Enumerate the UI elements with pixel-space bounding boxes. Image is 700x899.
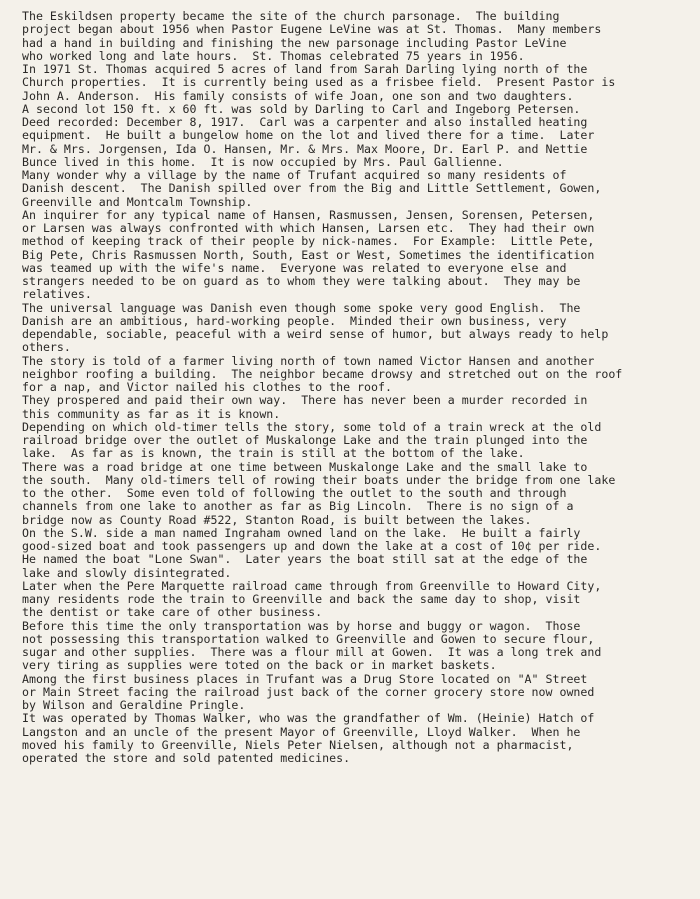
text-line: for a nap, and Victor nailed his clothes to the roof. — [22, 380, 392, 394]
text-line: method of keeping track of their people by nick-names. For Example: Little Pete, — [22, 234, 595, 249]
text-line: lake. As far as is known, the train is still at the bottom of the lake. — [22, 446, 525, 461]
text-line: It was operated by Thomas Walker, who was the grandfather of Wm. (Heinie) Hatch of — [22, 711, 595, 726]
text-line: the south. Many old-timers tell of rowing their boats under the bridge from one lake — [22, 472, 616, 487]
text-line: very tiring as supplies were toted on the back or in market baskets. — [22, 658, 497, 673]
text-line: He named the boat "Lone Swan". Later years the boat still sat at the edge of the — [22, 552, 588, 567]
text-line: had a hand in building and finishing the new parsonage including Pastor LeVine — [22, 35, 567, 50]
text-line: not possessing this transportation walked to Greenville and Gowen to secure flour, — [22, 631, 595, 646]
text-line: Deed recorded: December 8, 1917. Carl was a carpenter and also installed heating — [22, 115, 588, 129]
text-line: Greenville and Montcalm Township. — [22, 194, 253, 209]
text-line: There was a road bridge at one time between Muskalonge Lake and the small lake to — [22, 459, 588, 474]
text-line: this community as far as it is known. — [22, 406, 281, 421]
text-line: lake and slowly disintegrated. — [22, 565, 232, 580]
text-line: by Wilson and Geraldine Pringle. — [22, 698, 246, 712]
text-line: or Main Street facing the railroad just back of the corner grocery store now owned — [22, 684, 595, 699]
text-line: strangers needed to be on guard as to whom they were talking about. They may be — [22, 274, 581, 288]
text-line: good-sized boat and took passengers up and down the lake at a cost of 10¢ per ride. — [22, 539, 602, 553]
text-line: Church properties. It is currently being used as a frisbee field. Present Pastor is — [22, 75, 616, 90]
text-line: They prospered and paid their own way. There has never been a murder recorded in — [22, 393, 588, 408]
text-line: equipment. He built a bungelow home on the lot and lived there for a time. Later — [22, 128, 595, 143]
text-line: The universal language was Danish even though some spoke very good English. The — [22, 300, 581, 315]
text-line: railroad bridge over the outlet of Muskalonge Lake and the train plunged into the — [22, 433, 588, 447]
text-line: A second lot 150 ft. x 60 ft. was sold by Darling to Carl and Ingeborg Petersen. — [22, 101, 581, 116]
text-line: to the other. Some even told of following the outlet to the south and through — [22, 486, 567, 500]
text-line: In 1971 St. Thomas acquired 5 acres of land from Sarah Darling lying north of the — [22, 62, 588, 76]
text-line: operated the store and sold patented medicines. — [22, 751, 351, 765]
text-line: many residents rode the train to Greenville and back the same day to shop, visit — [22, 592, 581, 606]
text-line: project began about 1956 when Pastor Eugene LeVine was at St. Thomas. Many members — [22, 22, 602, 37]
text-line: Among the first business places in Trufant was a Drug Store located on "A" Street — [22, 671, 588, 686]
text-line: On the S.W. side a man named Ingraham owned land on the lake. He built a fairly — [22, 525, 581, 540]
text-line: Danish descent. The Danish spilled over from the Big and Little Settlement, Gowen, — [22, 181, 602, 196]
text-line: sugar and other supplies. There was a flour mill at Gowen. It was a long trek and — [22, 645, 602, 659]
text-line: Later when the Pere Marquette railroad came through from Greenville to Howard City, — [22, 578, 602, 593]
text-line: relatives. — [22, 287, 92, 302]
text-line: The Eskildsen property became the site of the church parsonage. The building — [22, 9, 560, 23]
text-line: An inquirer for any typical name of Hansen, Rasmussen, Jensen, Sorensen, Petersen, — [22, 207, 595, 222]
text-line: Bunce lived in this home. It is now occupied by Mrs. Paul Gallienne. — [22, 154, 504, 169]
text-line: channels from one lake to another as far as Big Lincoln. There is no sign of a — [22, 499, 574, 514]
text-line: Danish are an ambitious, hard-working people. Minded their own business, very — [22, 313, 567, 328]
text-line: John A. Anderson. His family consists of wife Joan, one son and two daughters. — [22, 88, 574, 103]
text-line: Many wonder why a village by the name of Trufant acquired so many residents of — [22, 168, 567, 182]
text-line: the dentist or take care of other business. — [22, 605, 323, 620]
body-text — [22, 10, 698, 765]
text-line: Before this time the only transportation was by horse and buggy or wagon. Those — [22, 618, 581, 633]
text-line: Mr. & Mrs. Jorgensen, Ida O. Hansen, Mr. & Mrs. Max Moore, Dr. Earl P. and Nettie — [22, 141, 588, 156]
text-line: moved his family to Greenville, Niels Peter Nielsen, although not a pharmacist, — [22, 737, 574, 752]
text-line: Big Pete, Chris Rasmussen North, South, East or West, Sometimes the identification — [22, 247, 595, 262]
text-line: bridge now as County Road #522, Stanton Road, is built between the lakes. — [22, 512, 532, 527]
text-line: Depending on which old-timer tells the story, some told of a train wreck at the old — [22, 419, 602, 434]
text-line: The story is told of a farmer living north of town named Victor Hansen and another — [22, 353, 595, 368]
text-line: who worked long and late hours. St. Thomas celebrated 75 years in 1956. — [22, 48, 525, 63]
text-line: neighbor roofing a building. The neighbor became drowsy and stretched out on the roof — [22, 366, 623, 381]
text-line: Langston and an uncle of the present Mayor of Greenville, Lloyd Walker. When he — [22, 724, 581, 739]
text-line: dependable, sociable, peaceful with a weird sense of humor, but always ready to help — [22, 327, 609, 341]
text-line: others. — [22, 340, 71, 355]
text-line: was teamed up with the wife's name. Everyone was related to everyone else and — [22, 260, 567, 275]
text-line: or Larsen was always confronted with which Hansen, Larsen etc. They had their own — [22, 221, 595, 235]
